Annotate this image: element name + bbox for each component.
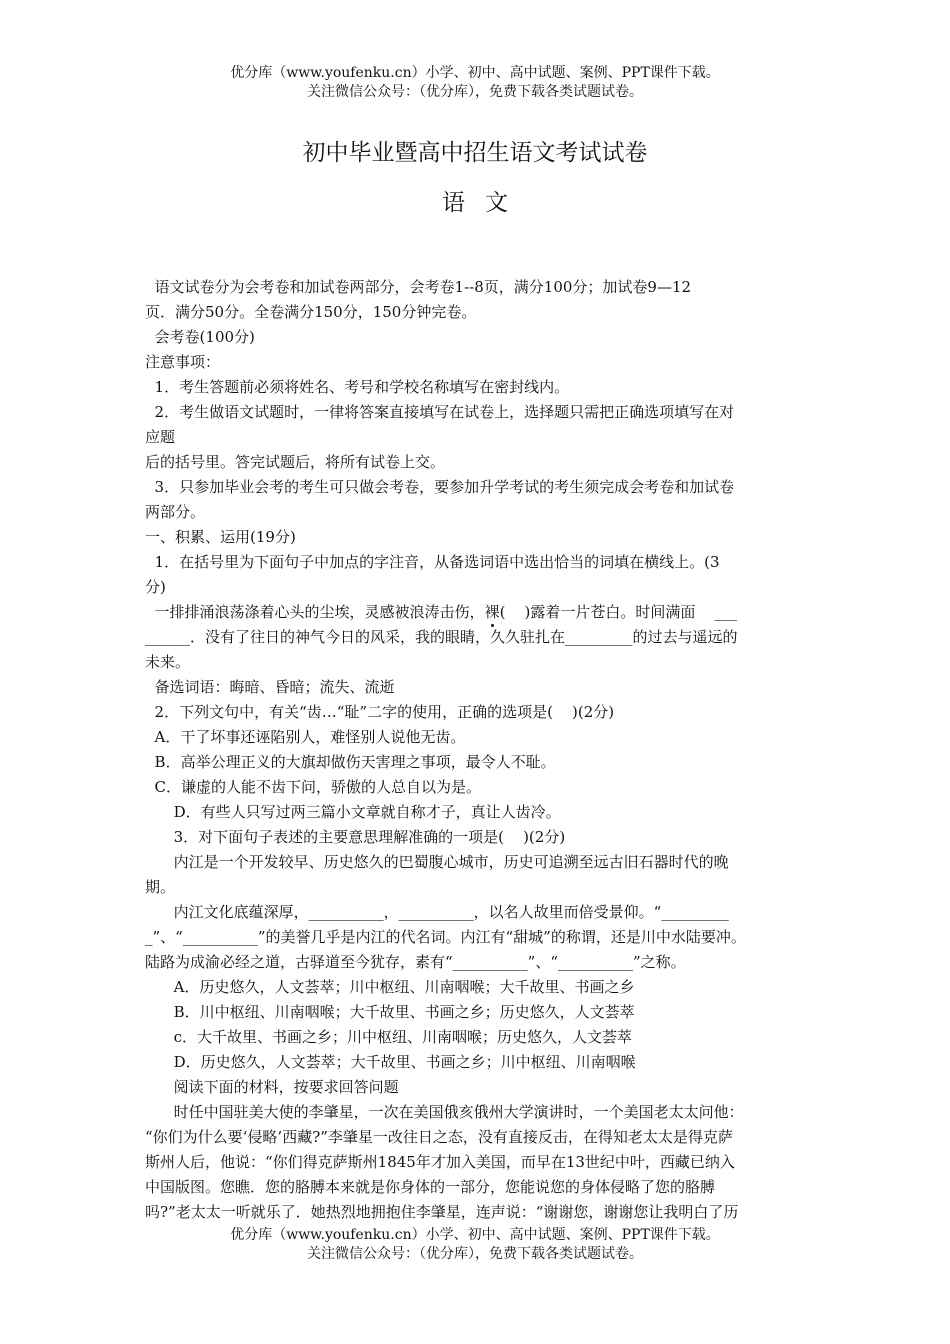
header-line-1: 优分库（www.youfenku.cn）小学、初中、高中试题、案例、PPT课件下载。 [230, 65, 720, 81]
question-1: 1．在括号里为下面句子中加点的字注音，从备选词语中选出恰当的词填在横线上。(3 [145, 553, 720, 571]
reading-passage: “你们为什么要‘侵略’西藏?”李肇星一改往日之态，没有直接反击，在得知老太太是得克萨 [145, 1128, 733, 1146]
notice-item: 后的括号里。答完试题后，将所有试卷上交。 [145, 453, 446, 471]
word-options: 备选词语：晦暗、昏暗；流失、流逝 [145, 678, 395, 696]
option-d: D．历史悠久，人文荟萃；大千故里、书画之乡；川中枢纽、川南咽喉 [145, 1053, 636, 1071]
question-1-passage: ______．没有了往日的神气今日的风采，我的眼睛，久久驻扎在_________的过去与遥远的 [145, 628, 738, 646]
intro-line: 页．满分50分。全卷满分150分，150分钟完卷。 [145, 303, 477, 321]
section-heading: 一、积累、运用(19分) [145, 528, 296, 546]
question-1-passage: 未来。 [145, 653, 191, 671]
notice-item: 1．考生答题前必须将姓名、考号和学校名称填写在密封线内。 [145, 378, 570, 396]
option-d: D．有些人只写过两三篇小文章就自称才子，真让人齿冷。 [145, 803, 561, 821]
reading-passage: 时任中国驻美大使的李肇星，一次在美国俄亥俄州大学演讲时，一个美国老太太问他： [145, 1103, 744, 1121]
reading-passage: 吗?”老太太一听就乐了．她热烈地拥抱住李肇星，连声说：“谢谢您，谢谢您让我明白了历 [145, 1203, 739, 1221]
section-label: 会考卷(100分) [145, 328, 255, 346]
question-3: 3．对下面句子表述的主要意思理解准确的一项是( )(2分) [145, 828, 566, 846]
passage-text: ( )露着一片苍白。时间满面 ___ [499, 603, 737, 621]
question-3-passage: _”、“__________”的美誉几乎是内江的代名词。内江有“甜城”的称谓，还是川中水陆要冲。 [145, 928, 746, 946]
footer-line-2: 关注微信公众号：（优分库），免费下载各类试题试卷。 [307, 1246, 643, 1262]
question-3-passage: 内江是一个开发较早、历史悠久的巴蜀腹心城市，历史可追溯至远古旧石器时代的晚 [145, 853, 729, 871]
option-a: A．历史悠久，人文荟萃；川中枢纽、川南咽喉；大千故里、书画之乡 [145, 978, 635, 996]
question-1: 分) [145, 578, 166, 596]
subject-title: 语文 [442, 190, 528, 216]
question-1-passage [145, 600, 813, 625]
question-3-passage: 期。 [145, 878, 176, 896]
notice-item: 两部分。 [145, 503, 206, 521]
header-line-2: 关注微信公众号：（优分库），免费下载各类试题试卷。 [307, 84, 643, 100]
option-c: C．谦虚的人能不齿下问，骄傲的人总自以为是。 [145, 778, 482, 796]
footer-line-1: 优分库（www.youfenku.cn）小学、初中、高中试题、案例、PPT课件下载。 [230, 1227, 720, 1243]
reading-passage: 中国版图。您瞧．您的胳膊本来就是你身体的一部分，您能说您的身体侵略了您的胳膊 [145, 1178, 716, 1196]
question-2: 2．下列文句中，有关“齿…“耻”二字的使用，正确的选项是( )(2分) [145, 703, 615, 721]
reading-passage: 斯州人后，他说：“你们得克萨斯州1845年才加入美国，而早在13世纪中叶，西藏已纳入 [145, 1153, 735, 1171]
exam-body [145, 275, 813, 1225]
passage-text: 一排排涌浪荡涤着心头的尘埃，灵感被浪涛击伤， [145, 603, 485, 621]
option-b: B．川中枢纽、川南咽喉；大千故里、书画之乡；历史悠久，人文荟萃 [145, 1003, 635, 1021]
reading-instruction: 阅读下面的材料，按要求回答问题 [145, 1078, 399, 1096]
intro-line: 语文试卷分为会考卷和加试卷两部分，会考卷1--8页，满分100分；加试卷9—12 [145, 278, 692, 296]
question-3-passage: 内江文化底蕴深厚，__________，__________，以名人故里而倍受景仰。“_________ [145, 903, 729, 921]
option-b: B．高举公理正义的大旗却做伤天害理之事项，最令人不耻。 [145, 753, 556, 771]
notice-heading: 注意事项： [145, 353, 221, 371]
notice-item: 3．只参加毕业会考的考生可只做会考卷，要参加升学考试的考生须完成会考卷和加试卷 [145, 478, 735, 496]
dotted-character: 裸 [485, 600, 500, 625]
notice-item: 2．考生做语文试题时，一律将答案直接填写在试卷上，选择题只需把正确选项填写在对 [145, 403, 735, 421]
page-header [0, 64, 950, 102]
page-footer [0, 1226, 950, 1264]
question-3-passage: 陆路为成渝必经之道，古驿道至今犹存，素有“__________”、“__________”之称。 [145, 953, 686, 971]
option-c: c．大千故里、书画之乡；川中枢纽、川南咽喉；历史悠久，人文荟萃 [145, 1028, 633, 1046]
exam-title: 初中毕业暨高中招生语文考试试卷 [302, 140, 648, 166]
option-a: A．干了坏事还诬陷别人，难怪别人说他无齿。 [145, 728, 466, 746]
notice-item: 应题 [145, 428, 176, 446]
